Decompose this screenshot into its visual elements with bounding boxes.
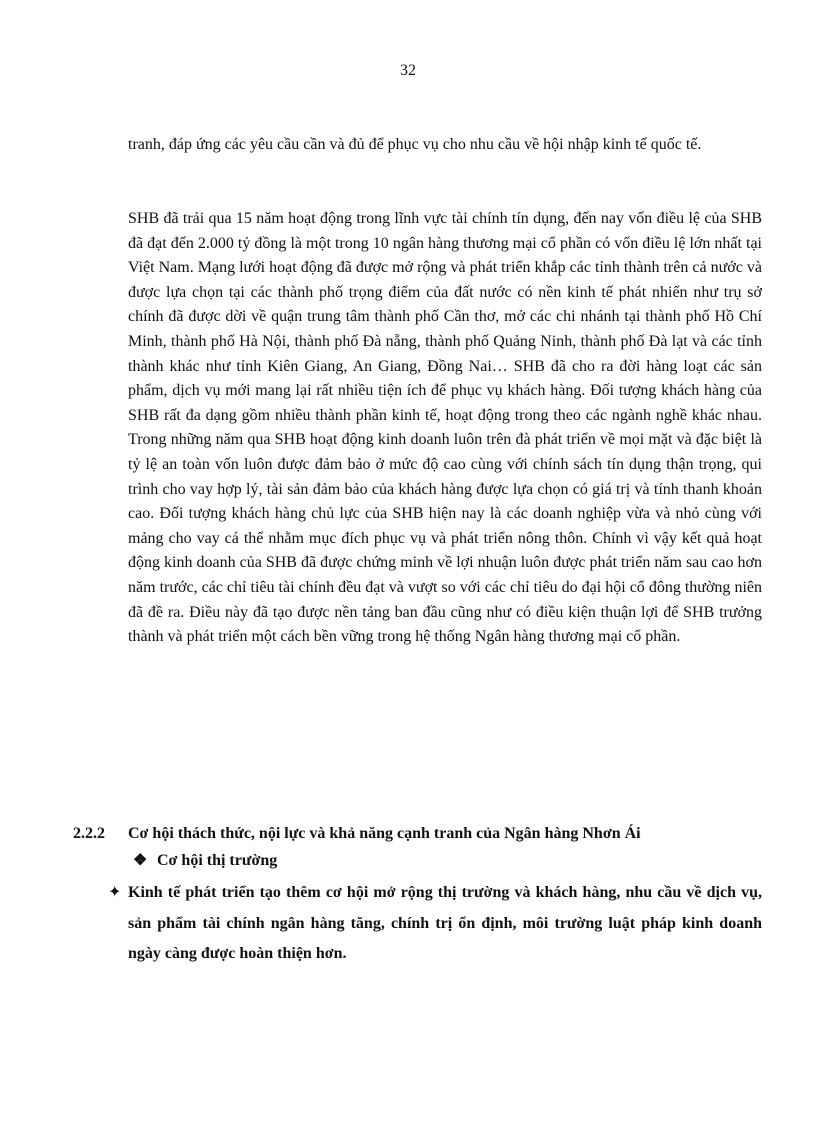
paragraph-continuation: tranh, đáp ứng các yêu cầu cần và đủ để phục vụ cho nhu cầu về hội nhập kinh tế quốc tế. bbox=[128, 136, 702, 153]
paragraph-shb-overview: SHB đã trải qua 15 năm hoạt động trong lĩnh vực tài chính tín dụng, đến nay vốn điều lệ của SHB đã đạt đến 2.000 tỷ đồng là một trong 10 ngân hàng thương mại cổ phần có vốn điều lệ lớn nhất tại Việt Nam. Mạng lưới hoạt động đã được mở rộng và phát triển khắp các tỉnh thành trên cả nước và được lựa chọn tại các thành phố trọng điểm của đất nước có nền kinh tế phát nhiển như trụ sở chính đã được dời về quận trung tâm thành phố Cần thơ, mở các chi nhánh tại thành phố Hồ Chí Minh, thành phố Hà Nội, thành phố Đà nẵng, thành phố Quảng Ninh, thành phố Đà lạt và các tỉnh thành khác như tỉnh Kiên Giang, An Giang, Đồng Nai… SHB đã cho ra đời hàng loạt các sản phẩm, dịch vụ mới mang lại rất nhiều tiện ích để phục vụ khách hàng. Đối tượng khách hàng của SHB rất đa dạng gồm nhiều thành phần kinh tế, hoạt động trong theo các ngành nghề khác nhau. Trong những năm qua SHB hoạt động kinh doanh luôn trên đà phát triển về mọi mặt và đặc biệt là tỷ lệ an toàn vốn luôn được đảm bảo ở mức độ cao cùng với chính sách tín dụng thận trọng, qui trình cho vay hợp lý, tài sản đảm bảo của khách hàng được lựa chọn có giá trị và tính thanh khoản cao. Đối tượng khách hàng chủ lực của SHB hiện nay là các doanh nghiệp vừa và nhỏ cùng với mảng cho vay cá thể nhằm mục đích phục vụ và phát triển nông thôn. Chính vì vậy kết quả hoạt động kinh doanh của SHB đã được chứng minh về lợi nhuận luôn được phát triển năm sau cao hơn năm trước, các chỉ tiêu tài chính đều đạt và vượt so với các chỉ tiêu do đại hội cổ đông thường niên đã đề ra. Điều này đã tạo được nền tảng ban đầu cũng như có điều kiện thuận lợi để SHB trưởng thành và phát triển một cách bền vững trong hệ thống Ngân hàng thương mại cổ phần. bbox=[128, 210, 762, 646]
subsection-title: Cơ hội thị trường bbox=[157, 852, 278, 869]
bullet-paragraph-text: Kinh tế phát triển tạo thêm cơ hội mở rộng thị trường và khách hàng, nhu cầu về dịch vụ, sản phẩm tài chính ngân hàng tăng, chính trị ổn định, môi trường luật pháp kinh doanh ngày càng được hoàn thiện hơn. bbox=[128, 884, 762, 962]
bullet-paragraph bbox=[108, 878, 762, 970]
page-number: 32 bbox=[400, 62, 416, 79]
subsection-heading bbox=[133, 850, 277, 870]
diamond-bullet-icon: ❖ bbox=[133, 852, 148, 869]
star-bullet-icon: ✦ bbox=[108, 884, 122, 901]
section-number: 2.2.2 bbox=[73, 825, 105, 842]
section-title: Cơ hội thách thức, nội lực và khả năng cạnh tranh của Ngân hàng Nhơn Ái bbox=[128, 825, 641, 842]
section-heading bbox=[73, 825, 773, 843]
